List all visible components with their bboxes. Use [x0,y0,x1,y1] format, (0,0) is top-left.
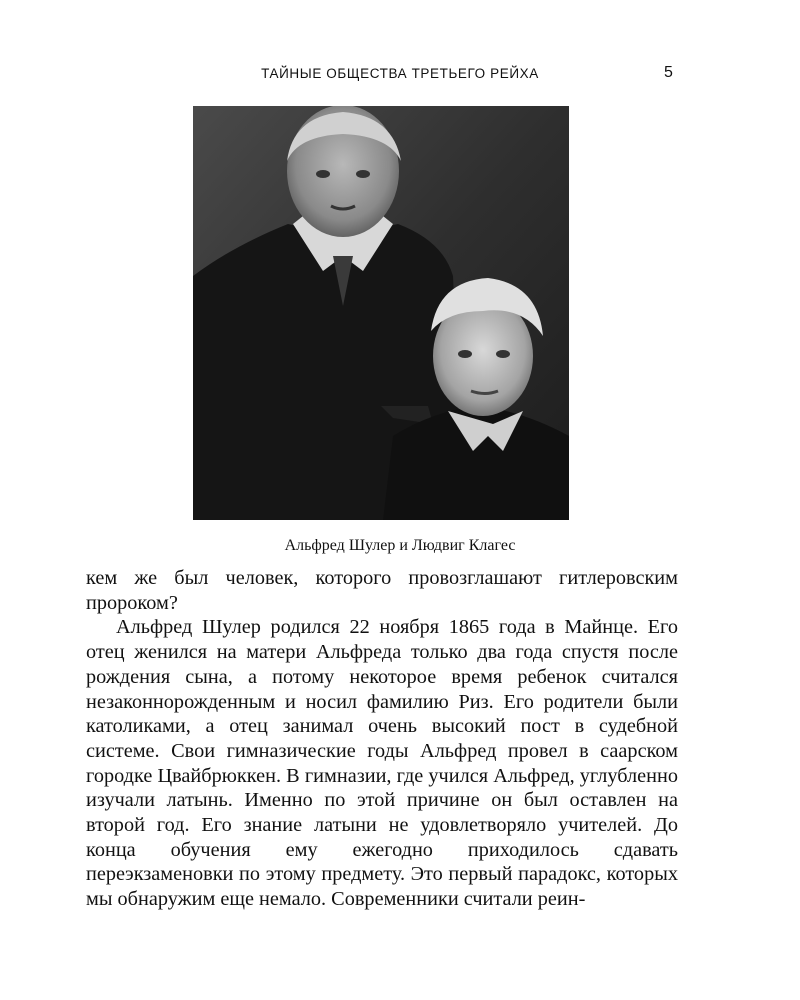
page-number: 5 [664,64,673,81]
body-text [86,566,678,912]
photo-illustration [193,106,569,520]
paragraph: кем же был человек, которого провозглашают гитлеровским пророком? [86,567,678,614]
paragraph: Альфред Шулер родился 22 ноября 1865 года в Майнце. Его отец женился на матери Альфреда только два года спустя после рождения сына, а потому некоторое время ребенок считался незаконнорожденным и носил фамилию Риз. Его родители были католиками, а отец занимал очень высокий пост в судебной системе. Свои гимназические годы Альфред провел в саарском городке Цвайбрюккен. В гимназии, где учился Альфред, углубленно изучали латынь. Именно по этой причине он был оставлен на второй год. Его знание латыни не удовлетворяло учителей. До конца обучения ему ежегодно приходилось сдавать переэкзаменовки по этому предмету. Это первый парадокс, которых мы обнаружим еще немало. Современники считали реин- [86,616,678,911]
running-title: ТАЙНЫЕ ОБЩЕСТВА ТРЕТЬЕГО РЕЙХА [261,66,539,81]
photo-caption: Альфред Шулер и Людвиг Клагес [284,537,516,554]
portrait-photo [193,106,569,520]
